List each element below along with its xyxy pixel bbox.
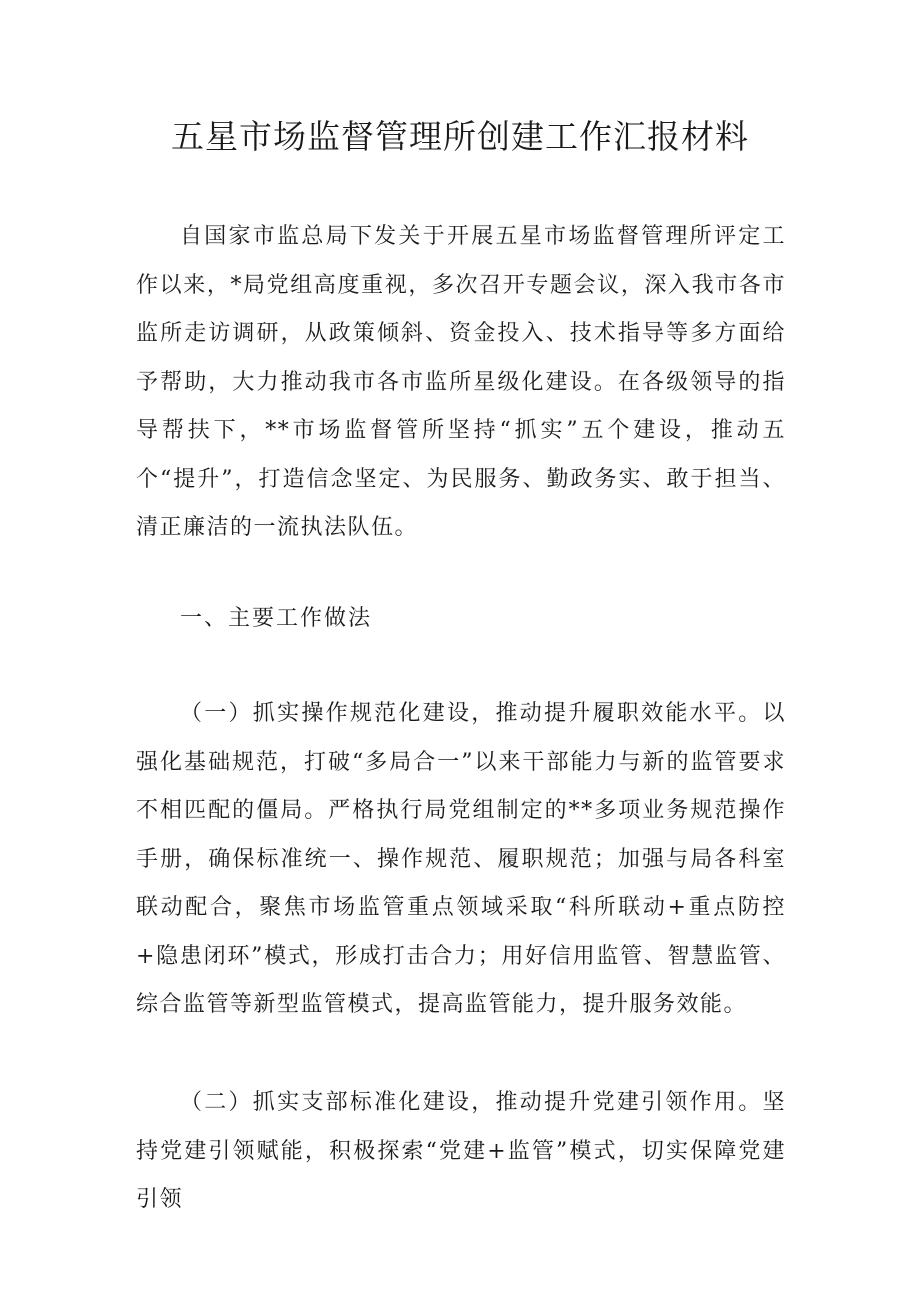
section-item-paragraph-1: （一）抓实操作规范化建设，推动提升履职效能水平。以强化基础规范，打破“多局合一”以来干部能力与新的监管要求不相匹配的僵局。严格执行局党组制定的**多项业务规范操作手册，确保标准统一、操作规范、履职规范；加强与局各科室联动配合，聚焦市场监管重点领域采取“科所联动+重点防控+隐患闭环”模式，形成打击合力；用好信用监管、智慧监管、综合监管等新型监管模式，提高监管能力，提升服务效能。 <box>136 701 786 1017</box>
section-heading: 一、主要工作做法 <box>180 606 373 631</box>
section-item-paragraph-2: （二）抓实支部标准化建设，推动提升党建引领作用。坚持党建引领赋能，积极探索“党建+监管”模式，切实保障党建引领 <box>136 1090 786 1212</box>
intro-paragraph: 自国家市监总局下发关于开展五星市场监督管理所评定工作以来，*局党组高度重视，多次召开专题会议，深入我市各市监所走访调研，从政策倾斜、资金投入、技术指导等多方面给予帮助，大力推动我市各市监所星级化建设。在各级领导的指导帮扶下，**市场监督管所坚持“抓实”五个建设，推动五个“提升”，打造信念坚定、为民服务、勤政务实、敢于担当、清正廉洁的一流执法队伍。 <box>136 224 786 540</box>
document-title: 五星市场监督管理所创建工作汇报材料 <box>171 117 749 156</box>
